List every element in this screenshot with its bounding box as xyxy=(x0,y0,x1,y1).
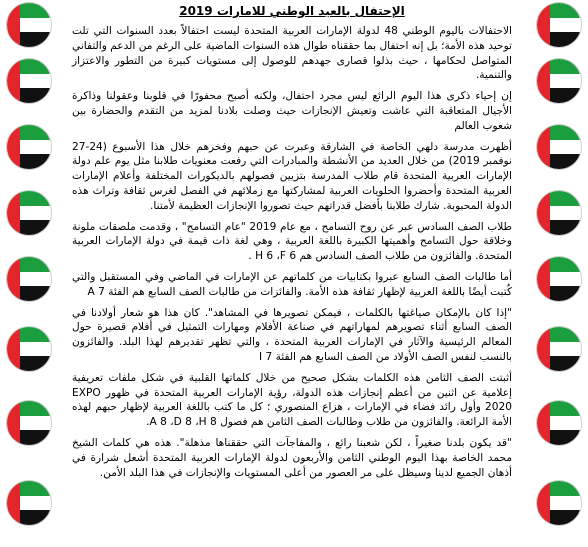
document-body xyxy=(72,2,512,545)
paragraph-school-activities: أظهرت مدرسة دلهي الخاصة في الشارقة وعبرت عن حبهم وفخرهم خلال هذا الأسبوع (24-27 نوفمبر 2019) من خلال العديد من الأنشطة والمبادرات التي رفعت معنويات طلابنا مثل يوم علم دولة الإمارات العربية المتحدة قام طلاب المدرسة بتزيين فصولهم بالديكورات المختلفة وأعلام الإمارات العربية المتحدة وأحضروا الحلويات العربية لمشاركتها مع زملائهم في الفصل لغرس ثقافة وتراث هذه الدولة المحبوبة. شارك طلابنا بأفضل قدراتهم حيث تصوروا الإنجازات العظيمة لأمتنا. xyxy=(72,140,512,212)
paragraph-grade-6: طلاب الصف السادس عبر عن روح التسامح ، مع عام 2019 "عام التسامح" ، وقدمت ملصقات ملونة وخلاقة حول التسامح وأهميتها الكبيرة باللغة العربية ، وهي لغة ذات قيمة في دولة الإمارات العربية المتحدة. والفائزون من طلاب الصف السادس هم H 6 ،F 6 . xyxy=(72,220,512,263)
paragraph-grade-7-boys: "إذا كان بالإمكان صياغتها بالكلمات ، فيمكن تصويرها في المشاهد". كان هذا هو شعار أولادنا في الصف السابع أثناء تصويرهم لمهاراتهم في صناعة الأفلام ومهارات التمثيل في أفلام قصيرة حول المعالم الرئيسية والآثار في الإمارات العربية المتحدة ، والتي تظهر تقديرهم لهذا البلد. والفائزون بالنسب لنفس الصف الأولاد من الصف السابع هم الفئة I 7 xyxy=(72,306,512,363)
uae-flag-circle-icon xyxy=(536,190,582,236)
uae-flag-circle-icon xyxy=(536,326,582,372)
uae-flag-circle-icon xyxy=(536,256,582,302)
paragraph-remembrance: إن إحياء ذكرى هذا اليوم الرائع ليس مجرد احتفال، ولكنه أصبح محفورًا في قلوبنا وعقولنا وذاكرة الأجيال المتعاقبة التي عاشت وتعيش الإنجازات حيث وصلت بلادنا لمزيد من التقدم والحضارة بين شعوب العالم xyxy=(72,90,512,132)
paragraph-grade-8: أثبتت الصف الثامن هذه الكلمات بشكل صحيح من خلال كلماتها القلبية في شكل ملفات تعريفية إعلامية عن اثنين من أعظم إنجازات هذه الدولة، رؤية الإمارات العربية المتحدة في ظهور EXPO 2020 وأول رائد فضاء في الإمارات ، هزاع المنصوري ؛ كل ما كتب باللغة العربية لإظهار حبهم لهذه الأمة الرائعة. والفائزون من طلاب وطالبات الصف الثامن هم فصول A 8 ،D 8 ،H 8. xyxy=(72,371,512,429)
uae-flag-circle-icon xyxy=(6,190,52,236)
document-title: الإحتفال بالعيد الوطني للامارات 2019 xyxy=(179,4,405,18)
uae-flag-circle-icon xyxy=(6,256,52,302)
paragraph-intro: الاحتفالات باليوم الوطني 48 لدولة الإمارات العربية المتحدة ليست احتفالاً بعدد السنوات التي تلت توحيد هذه الأمة؛ بل إنه احتفال بما حققناه طوال هذه السنوات الماضية على الرغم من الدعم والتفاني المتواصل لحكامها ، حيث بذلوا قصارى جهدهم للوصول إلى مستويات كبيرة من التطور والاعتزاز والتنمية. xyxy=(72,25,512,82)
uae-flag-circle-icon xyxy=(6,326,52,372)
uae-flag-circle-icon xyxy=(6,480,52,526)
left-flag-border xyxy=(0,0,60,547)
uae-flag-circle-icon xyxy=(536,58,582,104)
paragraph-closing-quote: "قد يكون بلدنا صغيراً ، لكن شعبنا رائع ، والمفاجآت التي حققناها مذهلة". هذه هي كلمات الشيخ محمد الخاصة بهذا اليوم الوطني الثامن والأربعون لدولة الإمارات العربية المتحدة أشعل شرارة في أذهان الجميع لدينا وسيظل على مر العصور من أعلى المستويات والإنجازات في هذا البلد الأمن. xyxy=(72,436,512,479)
uae-flag-circle-icon xyxy=(6,400,52,446)
uae-flag-circle-icon xyxy=(536,480,582,526)
uae-flag-circle-icon xyxy=(6,124,52,170)
right-flag-border xyxy=(528,0,588,547)
uae-flag-circle-icon xyxy=(536,124,582,170)
uae-flag-circle-icon xyxy=(536,400,582,446)
uae-flag-circle-icon xyxy=(6,2,52,48)
paragraph-grade-7-girls: أما طالبات الصف السابع عبروا بكتابيات من كلماتهم عن الإمارات في الماضي وفي المستقبل والتي كُتبت أيضًا باللغة العربية لإظهار ثقافة هذه الأمة. والفائزات من طالبات الصف السابع هم الفئة A 7 xyxy=(72,270,512,298)
uae-flag-circle-icon xyxy=(6,58,52,104)
uae-flag-circle-icon xyxy=(536,2,582,48)
